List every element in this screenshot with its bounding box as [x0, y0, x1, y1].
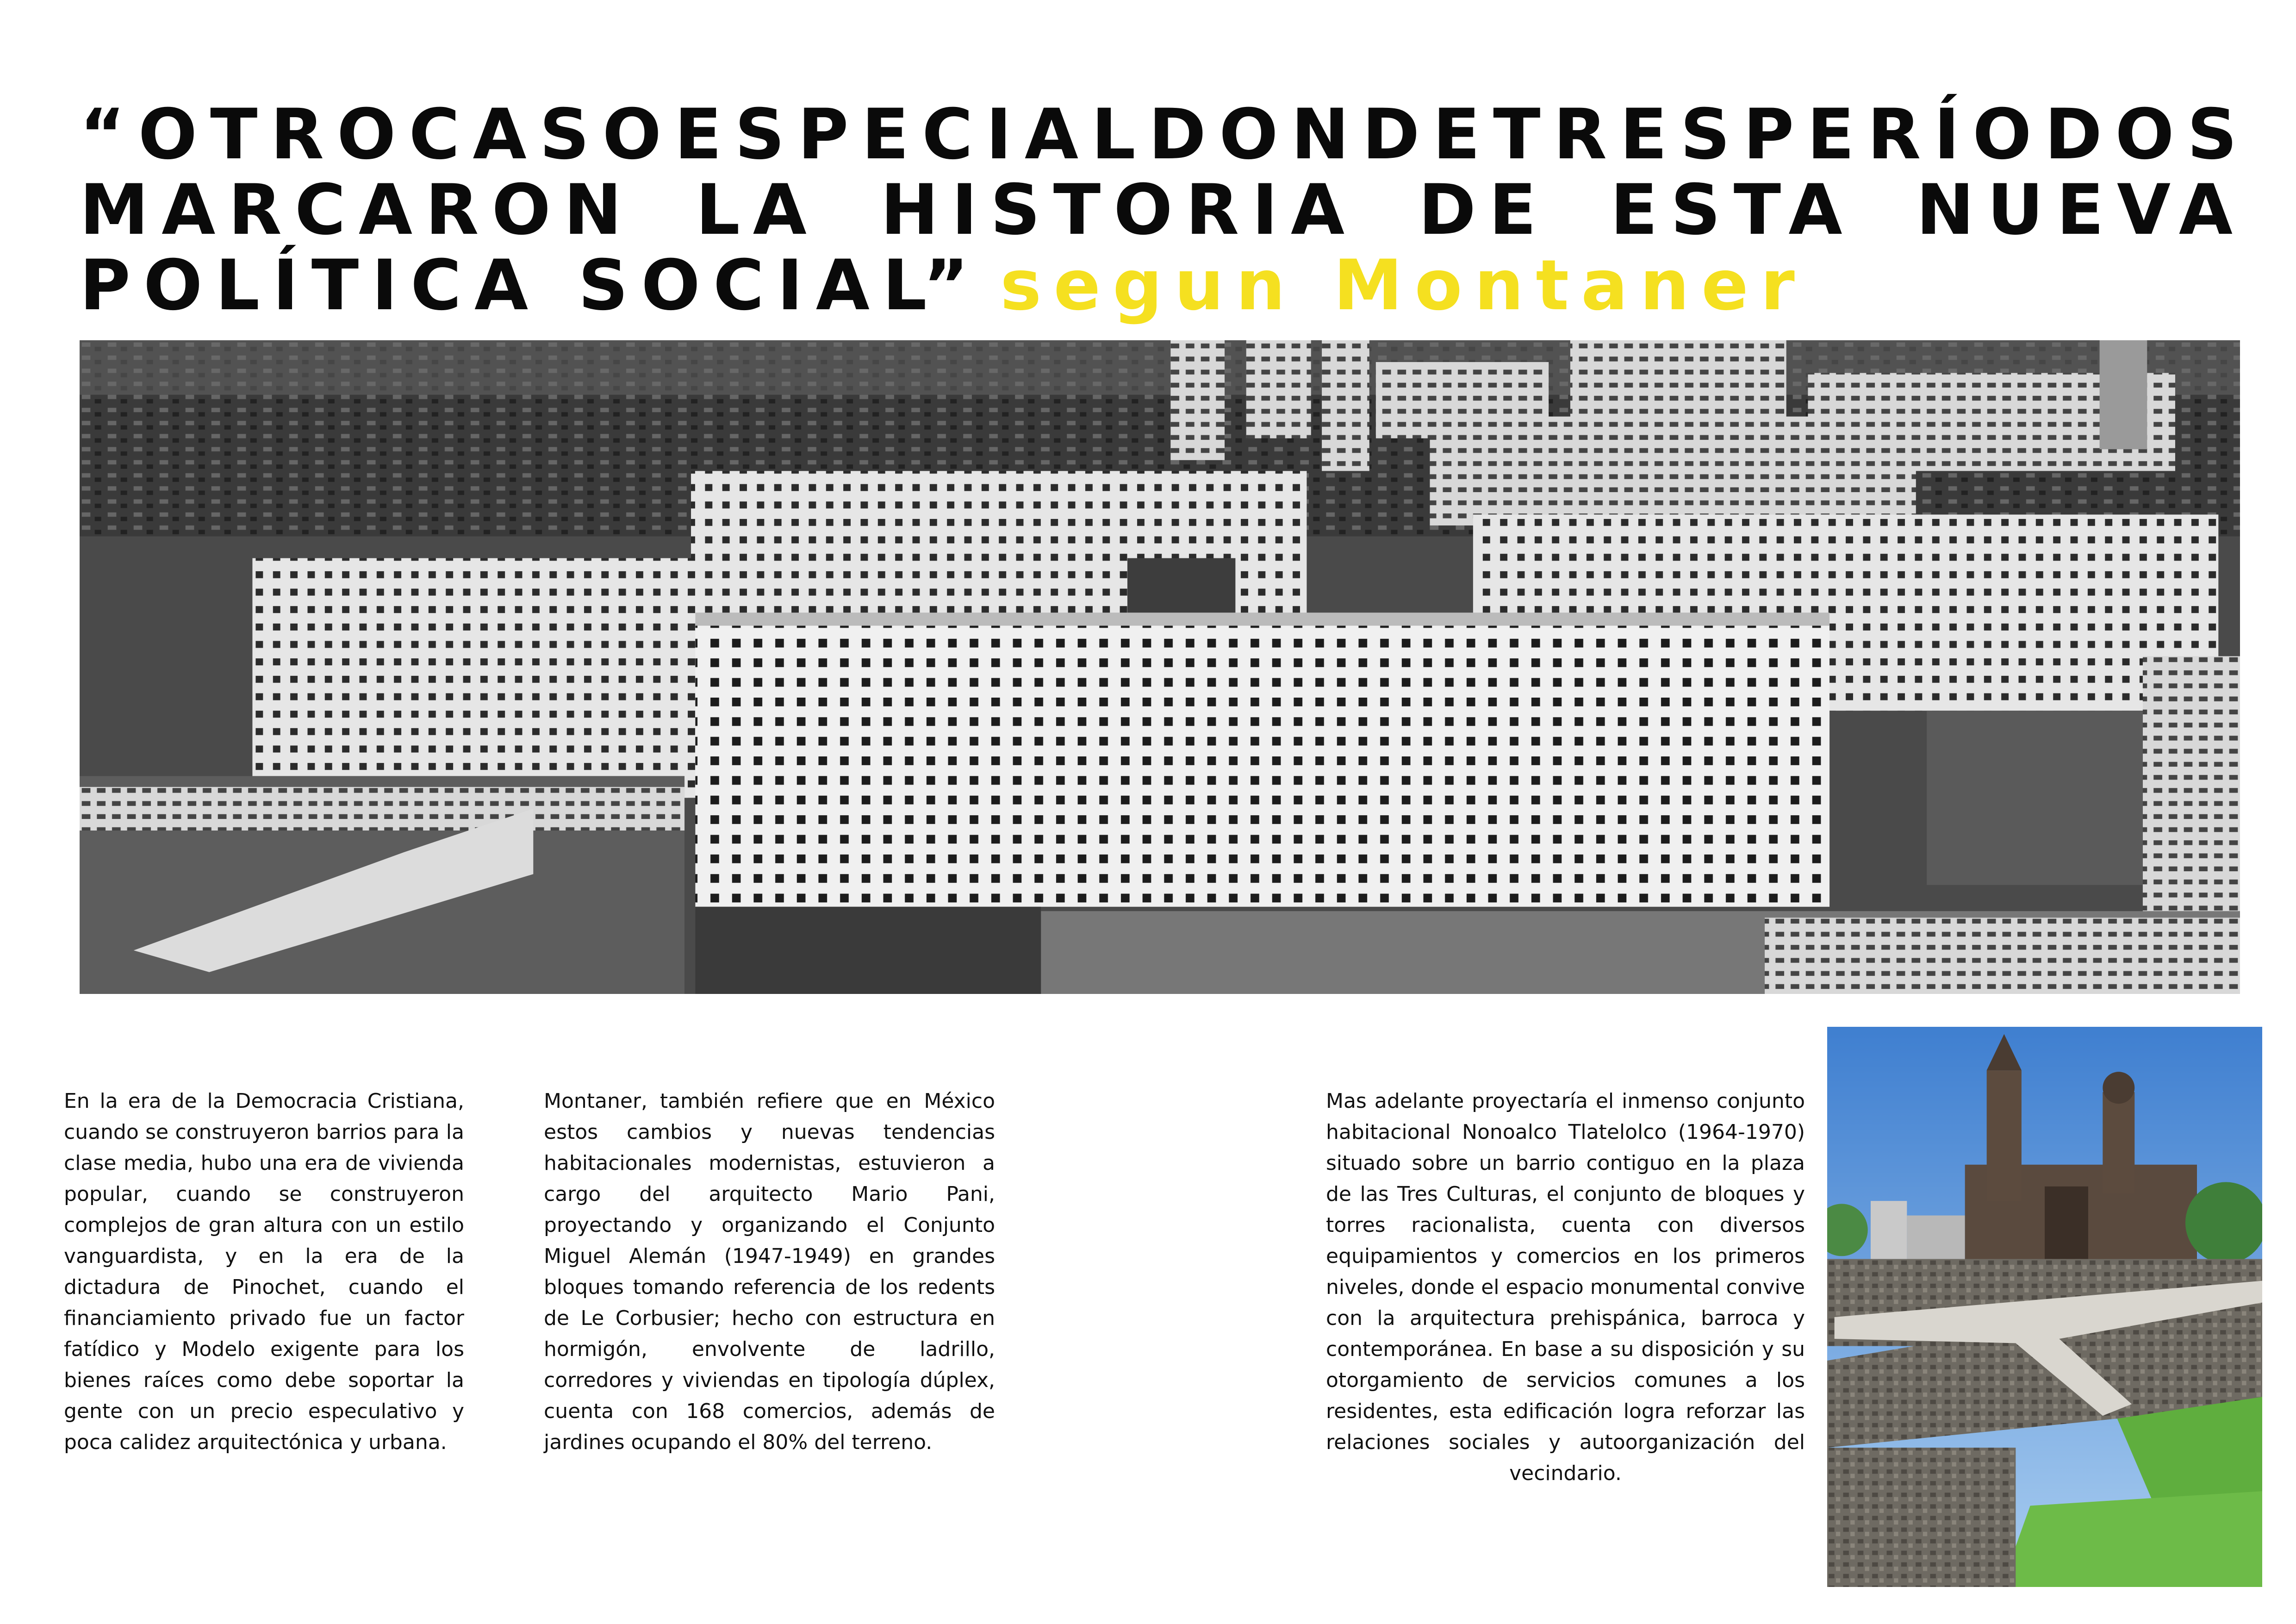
housing-blocks-photo	[80, 340, 2240, 994]
text-column-middle: Montaner, también refiere que en México estos cambios y nuevas tendencias habitacionales modernistas, estuvieron a cargo del arquitecto Mario Pani, proyectando y organizando el Conjunto Miguel Alemán (1947-1949) en grandes bloques tomando referencia de los redents de Le Corbusier; hecho con estructura en hormigón, envolvente de ladrillo, corredores y viviendas en tipología dúplex, cuenta con 168 comercios, además de jardines ocupando el 80% del terreno.	[544, 1089, 995, 1454]
title-word: NUEVA	[1916, 170, 2246, 250]
title-line-1	[80, 94, 2250, 175]
church-ruins-photo	[1827, 1027, 2262, 1587]
title-word: DE	[1418, 170, 1549, 250]
title-accent: segun Montaner	[1000, 245, 1807, 326]
title-word: ESTA	[1610, 170, 1855, 250]
title-word: CASO	[409, 94, 675, 175]
title-word: ESPECIAL	[674, 94, 1149, 175]
text-column-left: En la era de la Democracia Cristiana, cuando se construyeron barrios para la clase media, hubo una era de vivienda popular, cuando se construyeron complejos de gran altura con un estilo vanguardista, y en la era de la dictadura de Pinochet, cuando el financiamiento privado fue un factor fatídico y Modelo exigente para los bienes raíces como debe soportar la gente con un precio especulativo y poca calidez arquitectónica y urbana.	[64, 1089, 464, 1454]
title-word: HISTORIA	[880, 170, 1358, 250]
text-column-right: Mas adelante proyectaría el inmenso conjunto habitacional Nonoalco Tlatelolco (1964-1970) situado sobre un barrio contiguo en la plaza de las Tres Culturas, el conjunto de bloques y torres racionalista, cuenta con diversos equipamientos y comercios en los primeros niveles, donde el espacio monumental convive con la arquitectura prehispánica, barroca y contemporánea. En base a su disposición y su otorgamiento de servicios comunes a los residentes, esta edificación logra reforzar las relaciones sociales y autoorganización del vecindario.	[1326, 1089, 1805, 1485]
title-word: MARCARON	[80, 170, 635, 250]
title-word: TRES	[1493, 94, 1743, 175]
title-line-2	[80, 170, 2246, 250]
title-word: PERÍODOS	[1743, 94, 2250, 175]
title-word: “OTRO	[80, 94, 409, 175]
title-line-3-text: POLÍTICA SOCIAL”	[80, 245, 982, 326]
title-word: LA	[696, 170, 820, 250]
page-title	[80, 94, 2250, 326]
title-line-3	[80, 245, 2246, 326]
title-word: DONDE	[1148, 94, 1493, 175]
